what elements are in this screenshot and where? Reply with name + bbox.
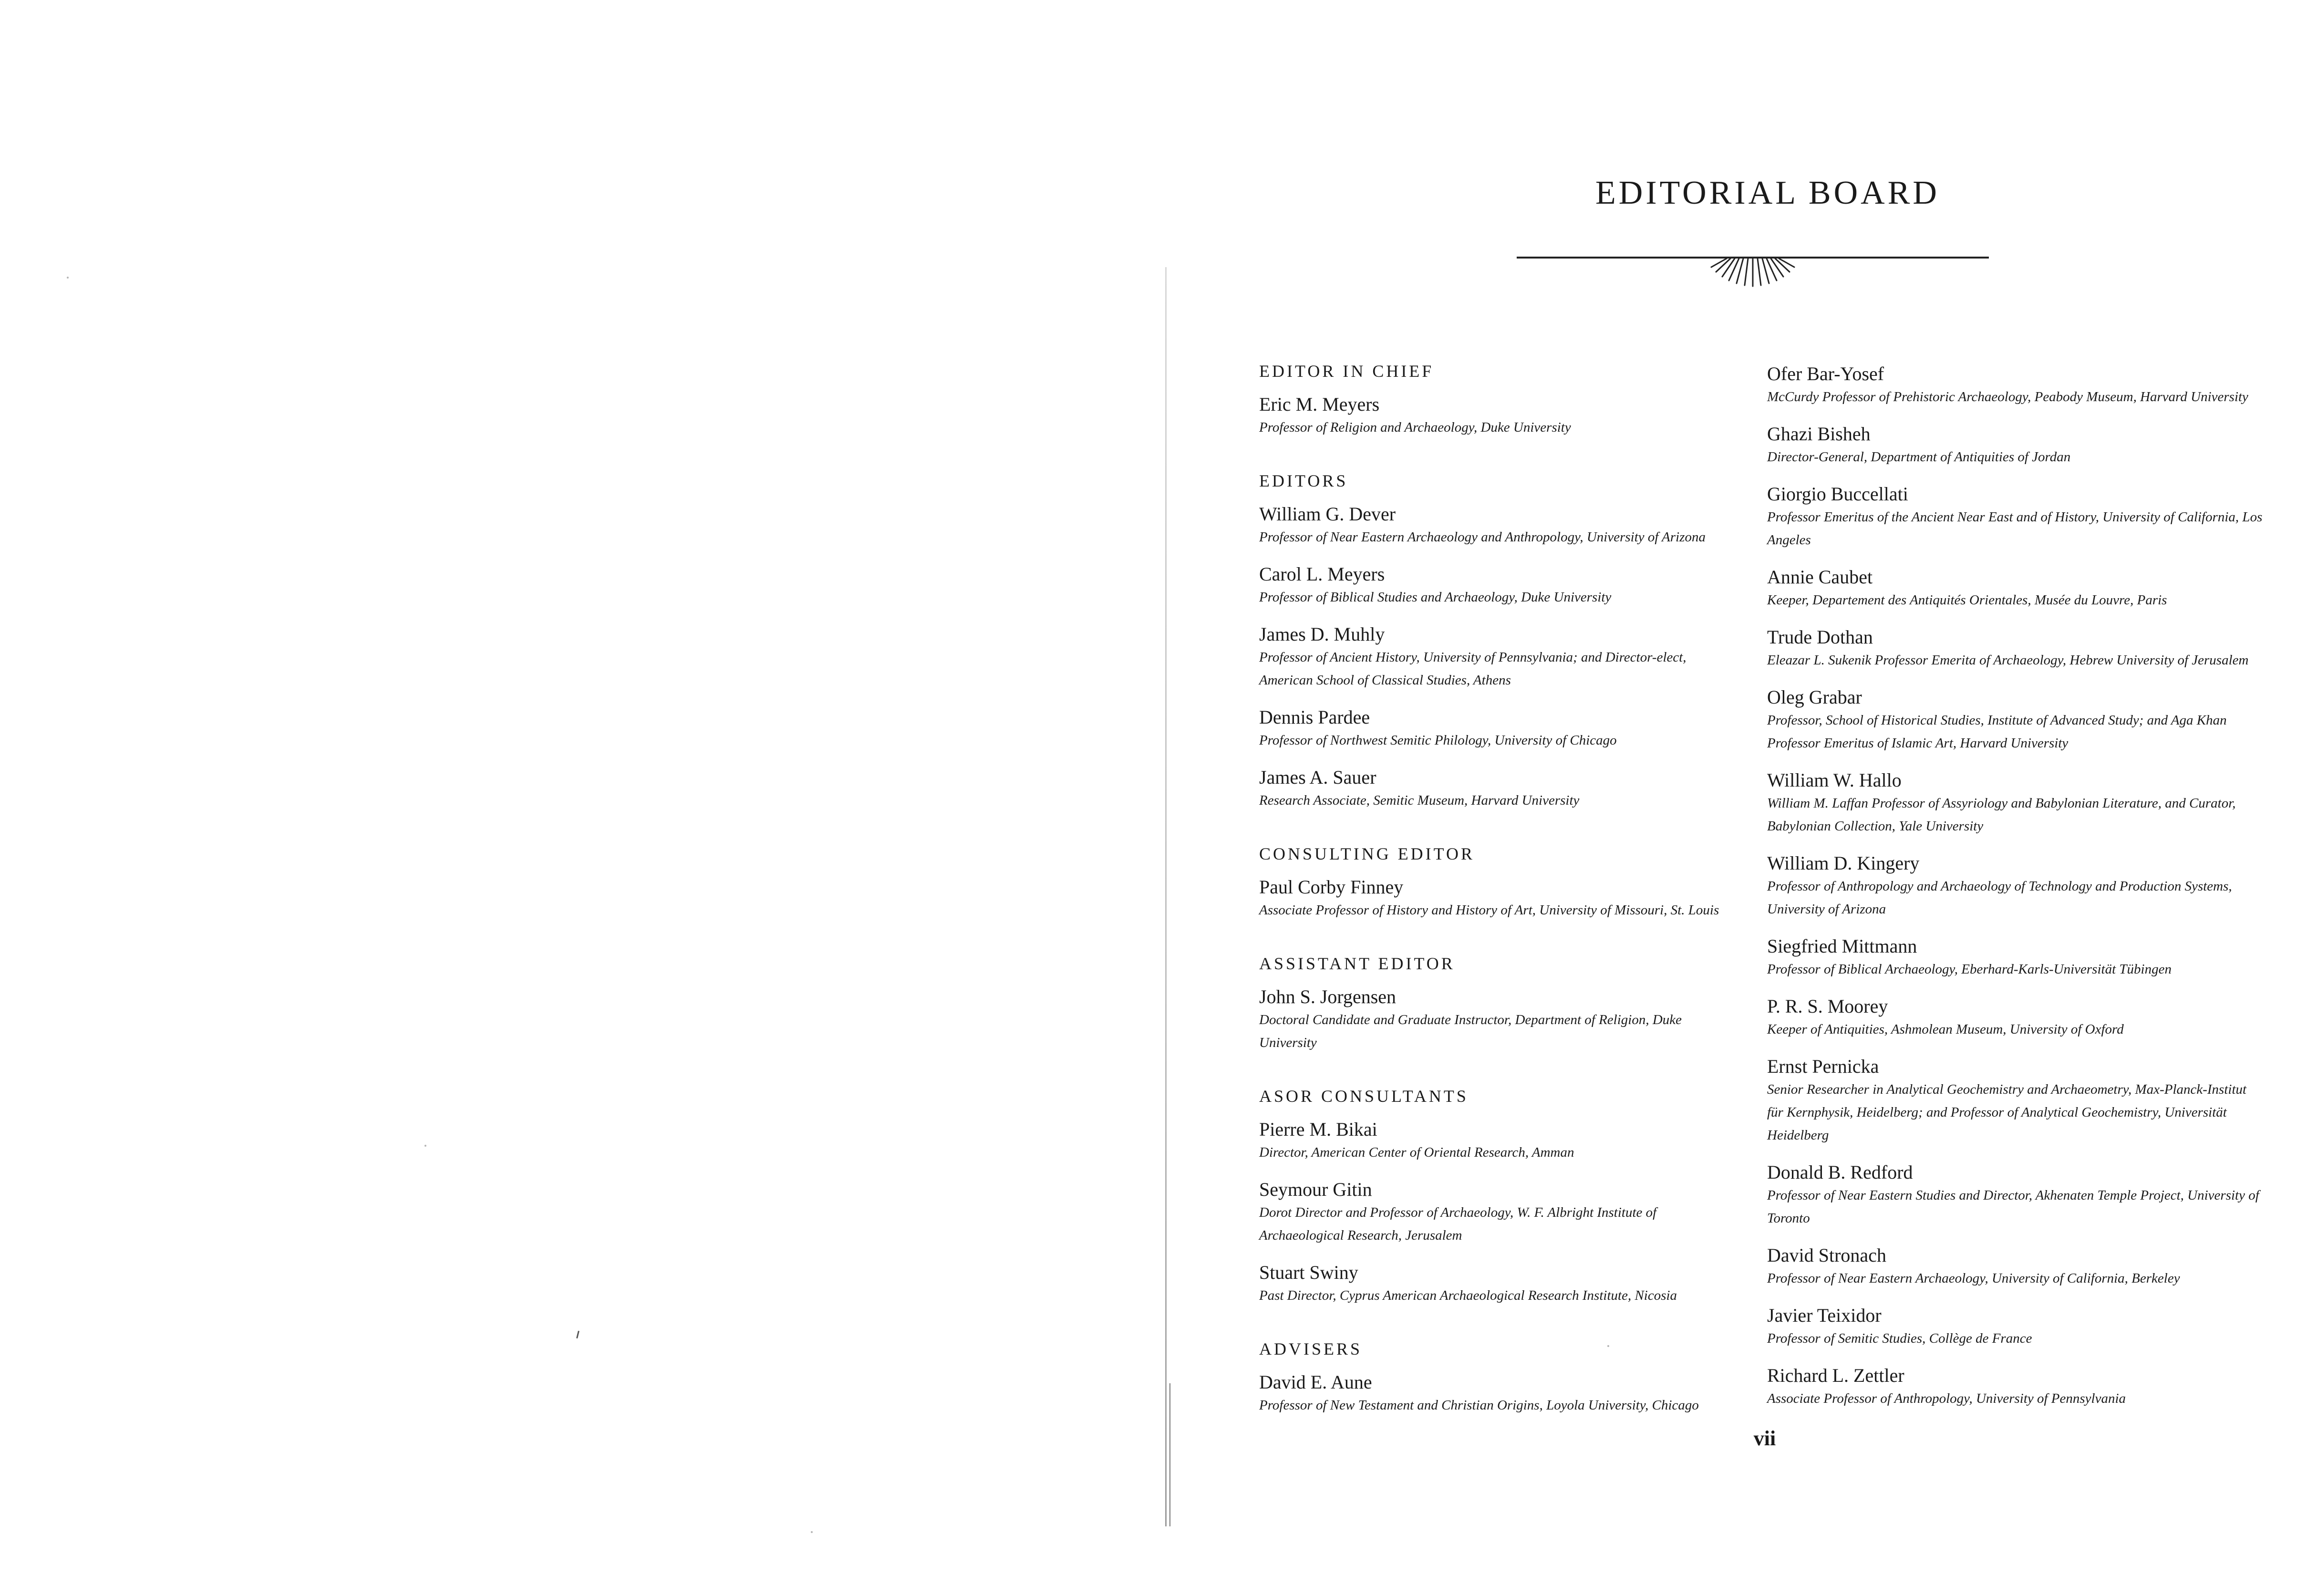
section-heading: ASOR CONSULTANTS [1259,1087,1469,1106]
member-affiliation: Professor of Northwest Semitic Philology, University of Chicago [1259,733,1617,748]
board-member [1259,706,1727,752]
member-affiliation: Director, American Center of Oriental Research, Amman [1259,1145,1574,1160]
page-title: EDITORIAL BOARD [1595,175,1940,211]
board-member [1259,623,1727,692]
board-section [1259,363,1727,439]
board-member [1259,1118,1727,1164]
member-name: Ghazi Bisheh [1767,423,1871,445]
board-member [1767,686,2263,755]
member-affiliation: Eleazar L. Sukenik Professor Emerita of Archaeology, Hebrew University of Jerusalem [1767,653,2249,668]
left-column [1259,363,1727,1450]
member-name: Pierre M. Bikai [1259,1119,1377,1140]
member-affiliation: Senior Researcher in Analytical Geochemistry and Archaeometry, Max-Planck-Institut für Kernphysik, Heidelberg; and Professor of Analytical Geochemistry, Universität Heidelberg [1767,1082,2247,1143]
member-affiliation: Professor of Near Eastern Studies and Director, Akhenaten Temple Project, University of Toronto [1767,1188,2259,1226]
member-affiliation: Research Associate, Semitic Museum, Harvard University [1259,793,1580,808]
book-gutter-shadow [1169,1383,1170,1526]
member-affiliation: Professor Emeritus of the Ancient Near East and of History, University of California, Los Angeles [1767,509,2263,548]
member-name: Giorgio Buccellati [1767,483,1908,505]
member-affiliation: Associate Professor of History and History of Art, University of Missouri, St. Louis [1259,902,1719,918]
board-member [1259,876,1727,922]
paper-speck [811,1531,813,1533]
board-member [1259,766,1727,812]
member-affiliation: Director-General, Department of Antiquities of Jordan [1767,449,2071,465]
member-affiliation: Keeper, Departement des Antiquités Orientales, Musée du Louvre, Paris [1767,592,2167,608]
board-section [1259,955,1727,1054]
board-section [1259,1340,1727,1417]
member-name: Donald B. Redford [1767,1161,1913,1183]
section-heading: EDITORS [1259,471,1348,490]
member-name: Richard L. Zettler [1767,1365,1904,1386]
member-name: Dennis Pardee [1259,706,1370,728]
board-member [1767,769,2263,838]
member-name: Ofer Bar-Yosef [1767,363,1884,384]
board-member [1259,503,1727,549]
page-number: vii [1753,1427,1776,1450]
ornamental-rule [1517,248,1989,296]
member-affiliation: Professor of New Testament and Christian Origins, Loyola University, Chicago [1259,1398,1699,1413]
board-member [1767,1244,2263,1290]
board-member [1767,363,2263,408]
member-affiliation: William M. Laffan Professor of Assyriology and Babylonian Literature, and Curator, Babylonian Collection, Yale University [1767,796,2236,834]
member-affiliation: Keeper of Antiquities, Ashmolean Museum, University of Oxford [1767,1022,2124,1037]
board-member [1767,1304,2263,1350]
member-name: Paul Corby Finney [1259,876,1404,898]
section-heading: ADVISERS [1259,1339,1363,1358]
board-member [1767,626,2263,672]
board-member [1767,1161,2263,1230]
member-name: Annie Caubet [1767,566,1873,588]
member-name: John S. Jorgensen [1259,986,1396,1007]
board-member [1767,935,2263,981]
section-heading: ASSISTANT EDITOR [1259,954,1455,973]
board-member [1767,852,2263,921]
book-gutter [1165,267,1167,1526]
member-name: William W. Hallo [1767,769,1902,791]
member-affiliation: Associate Professor of Anthropology, University of Pennsylvania [1767,1391,2126,1406]
board-member [1259,393,1727,439]
member-affiliation: McCurdy Professor of Prehistoric Archaeology, Peabody Museum, Harvard University [1767,389,2248,404]
board-section [1259,472,1727,812]
board-section [1259,1088,1727,1307]
board-member [1259,1178,1727,1247]
section-heading: EDITOR IN CHIEF [1259,362,1434,381]
member-affiliation: Doctoral Candidate and Graduate Instructor, Department of Religion, Duke University [1259,1012,1682,1050]
paper-speck [67,277,69,279]
stray-mark [576,1331,579,1338]
member-name: William D. Kingery [1767,852,1920,874]
member-name: William G. Dever [1259,503,1396,525]
member-affiliation: Professor of Ancient History, University of Pennsylvania; and Director-elect, American School of Classical Studies, Athens [1259,650,1686,688]
board-member [1767,995,2263,1041]
member-affiliation: Professor of Anthropology and Archaeology of Technology and Production Systems, University of Arizona [1767,879,2232,917]
member-name: Siegfried Mittmann [1767,935,1917,957]
member-name: David Stronach [1767,1244,1886,1266]
board-member [1767,1364,2263,1410]
board-member [1259,1261,1727,1307]
board-member [1767,483,2263,551]
member-name: Oleg Grabar [1767,686,1862,708]
member-name: James A. Sauer [1259,767,1376,788]
member-affiliation: Professor of Religion and Archaeology, Duke University [1259,420,1571,435]
member-name: Stuart Swiny [1259,1262,1358,1283]
member-affiliation: Professor of Near Eastern Archaeology, University of California, Berkeley [1767,1271,2180,1286]
paper-speck [424,1145,426,1147]
member-name: David E. Aune [1259,1371,1372,1393]
board-member [1767,566,2263,611]
member-affiliation: Professor of Semitic Studies, Collège de France [1767,1331,2032,1346]
member-affiliation: Professor of Biblical Studies and Archaeology, Duke University [1259,590,1612,605]
member-name: Carol L. Meyers [1259,563,1385,585]
board-section [1259,845,1727,922]
board-member [1259,563,1727,609]
member-name: Javier Teixidor [1767,1305,1882,1326]
member-affiliation: Dorot Director and Professor of Archaeology, W. F. Albright Institute of Archaeological Research, Jerusalem [1259,1205,1657,1243]
member-affiliation: Past Director, Cyprus American Archaeological Research Institute, Nicosia [1259,1288,1677,1303]
member-name: Ernst Pernicka [1767,1056,1879,1077]
member-name: Seymour Gitin [1259,1179,1372,1200]
member-affiliation: Professor, School of Historical Studies, Institute of Advanced Study; and Aga Khan Professor Emeritus of Islamic Art, Harvard University [1767,713,2227,751]
board-member [1259,985,1727,1054]
member-name: Trude Dothan [1767,626,1873,648]
member-name: James D. Muhly [1259,623,1385,645]
right-column [1767,363,2263,1424]
member-affiliation: Professor of Biblical Archaeology, Eberhard-Karls-Universität Tübingen [1767,962,2172,977]
member-name: Eric M. Meyers [1259,394,1380,415]
board-member [1767,1055,2263,1147]
member-affiliation: Professor of Near Eastern Archaeology and Anthropology, University of Arizona [1259,529,1706,545]
board-member [1259,1371,1727,1417]
board-member [1767,423,2263,468]
section-heading: CONSULTING EDITOR [1259,844,1475,863]
member-name: P. R. S. Moorey [1767,995,1888,1017]
